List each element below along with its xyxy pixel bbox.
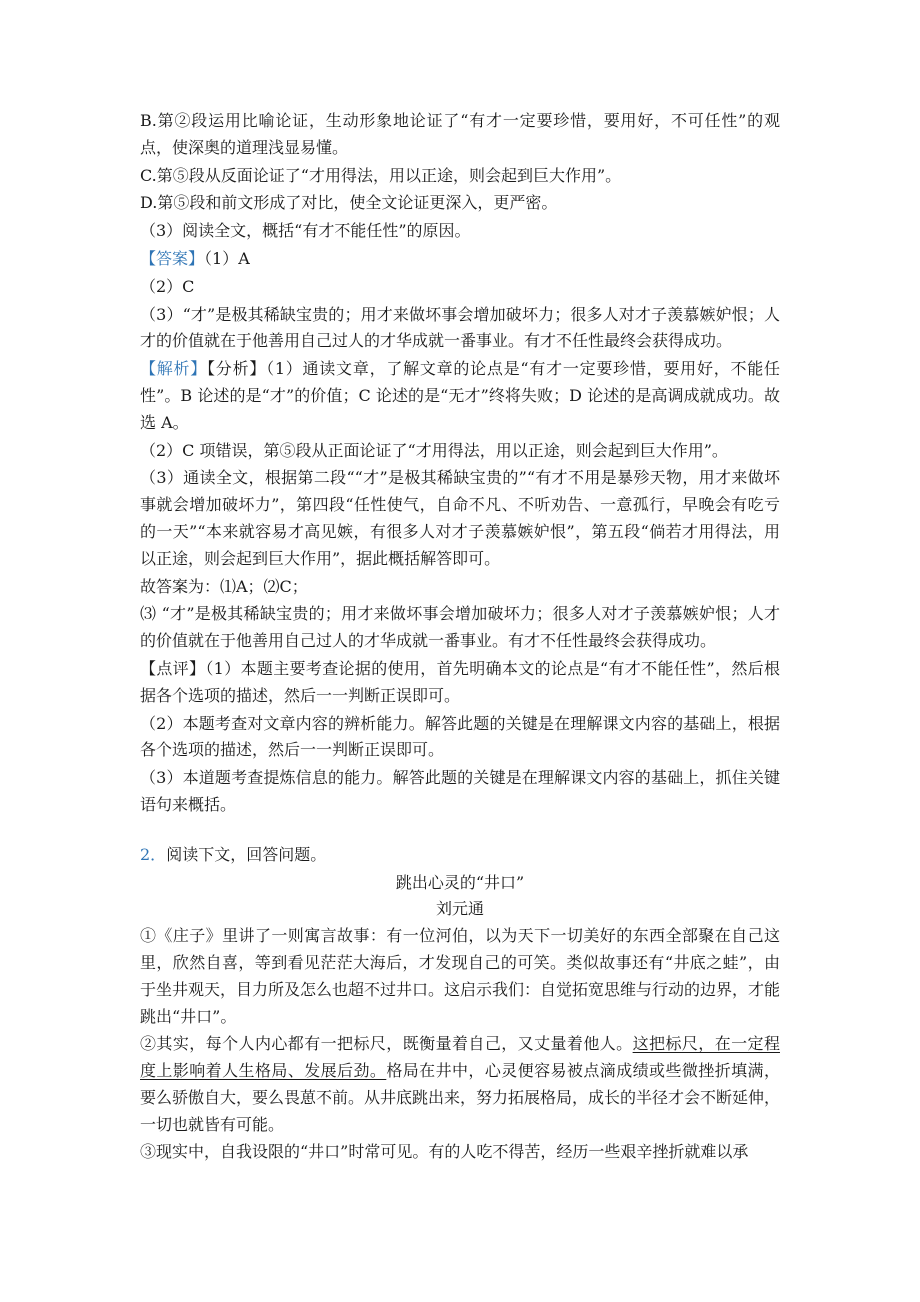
question-2-heading — [140, 842, 780, 869]
question-number: 2． — [140, 844, 167, 864]
comment-3: （3）本道题考查提炼信息的能力。解答此题的关键是在理解课文内容的基础上，抓住关键语句来概括。 — [140, 768, 780, 814]
option-c: C.第⑤段从反面论证了“才用得法，用以正途，则会起到巨大作用”。 — [140, 165, 622, 185]
para-2-end: 格局在井中，心灵便容易被点滴成绩或些微挫折填满，要么骄傲自大，要么畏葸不前。从井底跳出来，努力拓展格局，成长的半径才会不断延伸，一切也就皆有可能。 — [140, 1061, 781, 1134]
answer-label: 【答案】 — [140, 248, 205, 268]
article-para-3: ③现实中，自我设限的“井口”时常可见。有的人吃不得苦，经历一些艰辛挫折就难以承 — [140, 1142, 749, 1162]
analysis-line-1 — [140, 356, 780, 436]
final-answer-1: 故答案为：⑴A；⑵C； — [140, 576, 308, 596]
answer-2: （2）C — [140, 276, 195, 296]
analysis-label: 【解析】 — [140, 359, 208, 379]
answer-1: （1）A — [204, 248, 250, 268]
article-author: 刘元通 — [435, 899, 484, 919]
question-prompt: 阅读下文，回答问题。 — [166, 844, 327, 864]
comment-1: 【点评】（1）本题主要考查论据的使用，首先明确本文的论点是“有才不能任性”，然后根据各个选项的描述，然后一一判断正误即可。 — [140, 658, 780, 705]
article-para-2 — [140, 1031, 780, 1138]
analysis-3: （3）通读全文，根据第二段““才”是极其稀缺宝贵的”“有才不用是暴殄天物，用才来做坏事就会增加破坏力”，第四段“任性使气，自命不凡、不听劝告、一意孤行，早晚会有吃亏的一天”“本来就容易才高见嫉，有很多人对才子羡慕嫉妒恨”，第五段“倘若才用得法，用以正途，则会起到巨大作用”，据此概括解答即可。 — [140, 468, 780, 568]
analysis-2: （2）C 项错误，第⑤段从正面论证了“才用得法，用以正途，则会起到巨大作用”。 — [140, 440, 728, 460]
article-para-1: ①《庄子》里讲了一则寓言故事：有一位河伯，以为天下一切美好的东西全部聚在自己这里，欣然自喜，等到看见茫茫大海后，才发现自己的可笑。类似故事还有“井底之蛙”，由于坐井观天，目力所及怎么也超不过井口。这启示我们：自觉拓宽思维与行动的边界，才能跳出“井口”。 — [140, 926, 781, 1026]
question-3: （3）阅读全文，概括“有才不能任性”的原因。 — [140, 221, 471, 241]
para-2-start: ②其实，每个人内心都有一把标尺，既衡量着自己，又丈量着他人。 — [140, 1034, 633, 1054]
article-title: 跳出心灵的“井口” — [395, 872, 525, 892]
answer-3: （3）“才”是极其稀缺宝贵的；用才来做坏事会增加破坏力；很多人对才子羡慕嫉妒恨；人才的价值就在于他善用自己过人的才华成就一番事业。有才不任性最终会获得成功。 — [140, 304, 780, 351]
analysis-1: 【分析】（1）通读文章，了解文章的论点是“有才一定要珍惜，要用好，不能任性”。B 论述的是“才”的价值；C 论述的是“无才”终将失败；D 论述的是高调成就成功。故选 A。 — [140, 359, 780, 432]
option-b: B.第②段运用比喻论证，生动形象地论证了“有才一定要珍惜，要用好，不可任性”的观点，使深奥的道理浅显易懂。 — [140, 111, 780, 157]
para-2-underlined: 这把标尺，在一定程度上影响着人生格局、发展后劲。 — [140, 1034, 780, 1081]
comment-2: （2）本题考查对文章内容的辨析能力。解答此题的关键是在理解课文内容的基础上，根据各个选项的描述，然后一一判断正误即可。 — [140, 713, 780, 760]
option-d: D.第⑤段和前文形成了对比，使全文论证更深入，更严密。 — [140, 193, 558, 213]
answer-line-1 — [140, 246, 780, 273]
spacer — [140, 820, 780, 842]
final-answer-2: ⑶ “才”是极其稀缺宝贵的；用才来做坏事会增加破坏力；很多人对才子羡慕嫉妒恨；人才的价值就在于他善用自己过人的才华成就一番事业。有才不任性最终会获得成功。 — [140, 604, 780, 651]
